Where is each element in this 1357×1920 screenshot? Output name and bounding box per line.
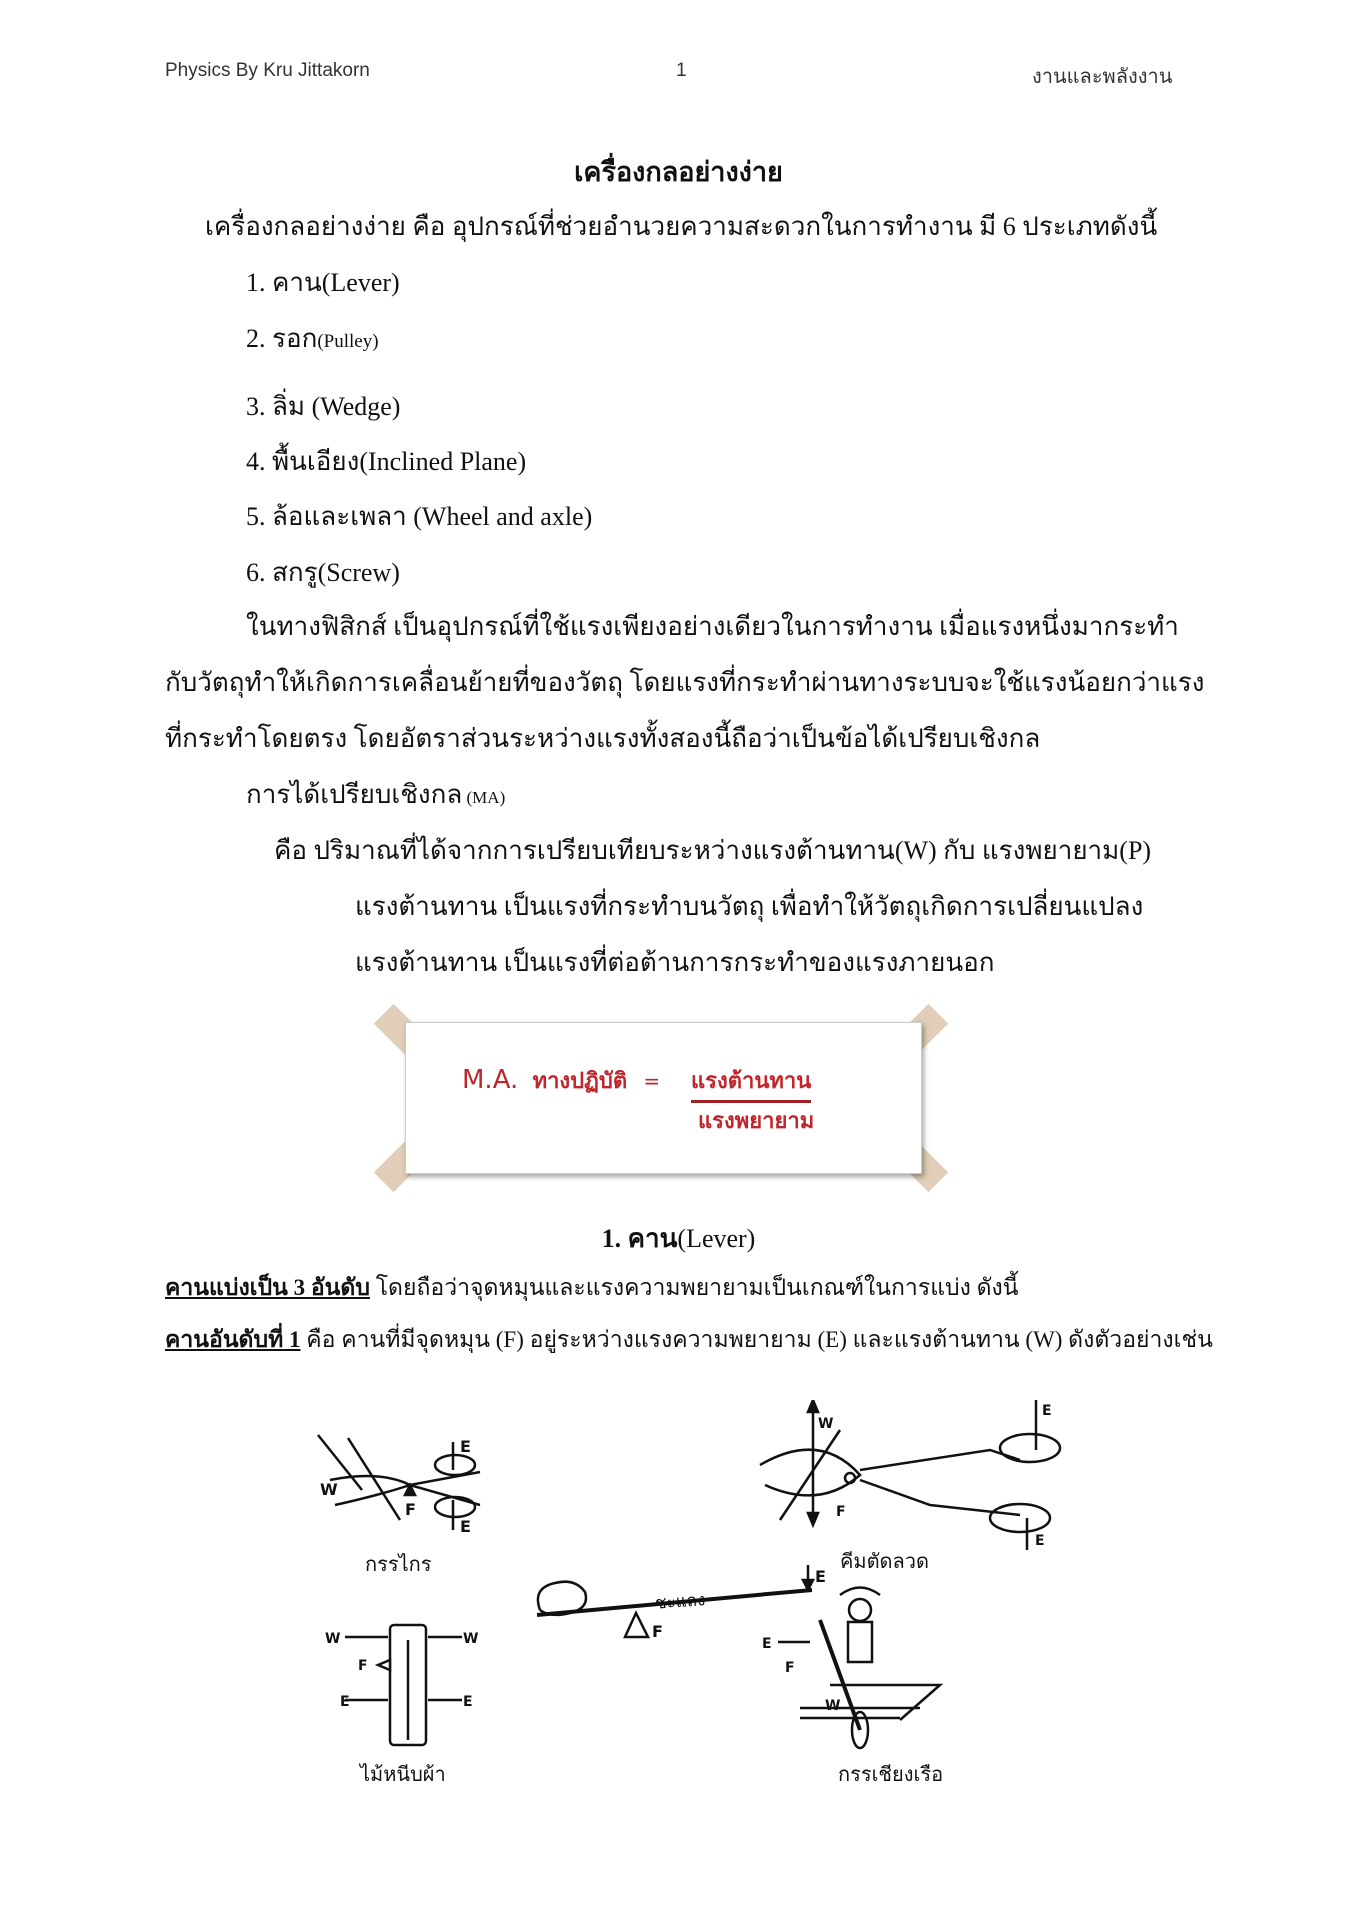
paragraph-line-2: กับวัตถุทำให้เกิดการเคลื่อนย้ายที่ของวัตถุ โดยแรงที่กระทำผ่านทางระบบจะใช้แรงน้อยกว่าแรง: [165, 668, 1205, 697]
svg-text:E: E: [762, 1636, 772, 1652]
list-item-screw: [246, 552, 400, 593]
clothespin-icon: [325, 1625, 478, 1745]
svg-text:F: F: [652, 1622, 663, 1641]
list-item-en: (Pulley): [317, 331, 379, 352]
list-item-pulley: [246, 318, 379, 359]
svg-text:E: E: [460, 1517, 471, 1536]
svg-text:W: W: [825, 1698, 841, 1714]
list-item-th: 1. คาน: [246, 268, 322, 297]
list-item-lever: [246, 262, 400, 303]
svg-text:E: E: [460, 1437, 471, 1456]
list-item-th: 3. ลิ่ม: [246, 392, 306, 421]
svg-text:W: W: [463, 1631, 479, 1647]
svg-text:E: E: [463, 1694, 473, 1710]
svg-text:F: F: [836, 1504, 846, 1520]
page-number: 1: [676, 60, 687, 81]
svg-text:E: E: [340, 1694, 350, 1710]
formula-lhs-th: ทางปฏิบัติ: [532, 1069, 628, 1094]
ma-definition: คือ ปริมาณที่ได้จากการเปรียบเทียบระหว่างแรงต้านทาน(W) กับ แรงพยายาม(P): [274, 836, 1152, 865]
lever-classes-line: [165, 1270, 1019, 1306]
caption-wire-cutter: คีมตัดลวด: [840, 1549, 930, 1573]
list-item-th: 6. สกรู: [246, 558, 318, 587]
formula-ma: M.A.: [462, 1065, 519, 1095]
lever-class1-label: คานอันดับที่ 1: [165, 1327, 301, 1352]
wire-cutter-icon: [760, 1400, 1060, 1550]
svg-text:F: F: [405, 1500, 416, 1519]
lever-classes-label: คานแบ่งเป็น 3 อันดับ: [165, 1275, 370, 1300]
lever-classes-text: โดยถือว่าจุดหมุนและแรงความพยายามเป็นเกณฑ์ในการแบ่ง ดังนี้: [369, 1275, 1019, 1300]
lever-heading-num: 1. คาน: [601, 1224, 678, 1253]
list-item-wheel-axle: [246, 496, 592, 537]
caption-scissors: กรรไกร: [365, 1552, 432, 1576]
svg-text:E: E: [1035, 1533, 1045, 1549]
formula-lhs: [462, 1063, 660, 1098]
list-item-inclined-plane: [246, 441, 526, 482]
svg-text:F: F: [785, 1660, 795, 1676]
paragraph-line-3: ที่กระทำโดยตรง โดยอัตราส่วนระหว่างแรงทั้งสองนี้ถือว่าเป็นข้อได้เปรียบเชิงกล: [165, 724, 1041, 753]
caption-crowbar: ชะแลง: [654, 1590, 707, 1614]
intro-text: เครื่องกลอย่างง่าย คือ อุปกรณ์ที่ช่วยอำนวยความสะดวกในการทำงาน มี 6 ประเภทดังนี้: [205, 212, 1158, 241]
svg-text:W: W: [818, 1416, 834, 1432]
list-item-en: (Wheel and axle): [406, 502, 593, 531]
ma-heading: [246, 774, 505, 815]
lever-heading-en: (Lever): [677, 1224, 756, 1253]
ma-heading-abbr: (MA): [462, 788, 506, 807]
svg-text:W: W: [320, 1480, 338, 1499]
list-item-en: (Screw): [317, 558, 400, 587]
lever-class1-text: คือ คานที่มีจุดหมุน (F) อยู่ระหว่างแรงความพยายาม (E) และแรงต้านทาน (W) ดังตัวอย่างเช่น: [300, 1327, 1213, 1352]
formula-equals: =: [643, 1069, 661, 1093]
paragraph-line-1: ในทางฟิสิกส์ เป็นอุปกรณ์ที่ใช้แรงเพียงอย่างเดียวในการทำงาน เมื่อแรงหนึ่งมากระทำ: [246, 612, 1179, 641]
svg-text:W: W: [325, 1631, 341, 1647]
ma-line-1: แรงต้านทาน เป็นแรงที่กระทำบนวัตถุ เพื่อทำให้วัตถุเกิดการเปลี่ยนแปลง: [355, 892, 1144, 921]
svg-text:E: E: [815, 1567, 826, 1586]
header-left: Physics By Kru Jittakorn: [165, 60, 370, 81]
formula-numerator: แรงต้านทาน: [691, 1063, 811, 1103]
lever-heading: [0, 1218, 1357, 1259]
ma-heading-text: การได้เปรียบเชิงกล: [246, 780, 463, 809]
caption-oar: กรรเชียงเรือ: [838, 1762, 944, 1786]
formula-denominator: แรงพยายาม: [698, 1109, 815, 1134]
header-right: งานและพลังงาน: [1032, 64, 1173, 88]
list-item-th: 4. พื้นเอียง: [246, 447, 360, 476]
list-item-en: (Inclined Plane): [359, 447, 527, 476]
list-item-en: (Wedge): [305, 392, 401, 421]
list-item-en: (Lever): [321, 268, 400, 297]
ma-formula-card: [405, 1022, 922, 1174]
page-title: เครื่องกลอย่างง่าย: [574, 157, 783, 187]
caption-clothespin: ไม้หนีบผ้า: [360, 1762, 446, 1786]
list-item-wedge: [246, 386, 400, 427]
svg-text:E: E: [1042, 1403, 1052, 1419]
ma-line-2: แรงต้านทาน เป็นแรงที่ต่อต้านการกระทำของแรงภายนอก: [355, 948, 995, 977]
list-item-th: 5. ล้อและเพลา: [246, 502, 407, 531]
list-item-th: 2. รอก: [246, 324, 318, 353]
rowing-oar-icon: [762, 1588, 940, 1749]
scissors-icon: [318, 1435, 480, 1536]
svg-text:F: F: [358, 1658, 368, 1674]
lever-class1-line: [165, 1322, 1213, 1358]
